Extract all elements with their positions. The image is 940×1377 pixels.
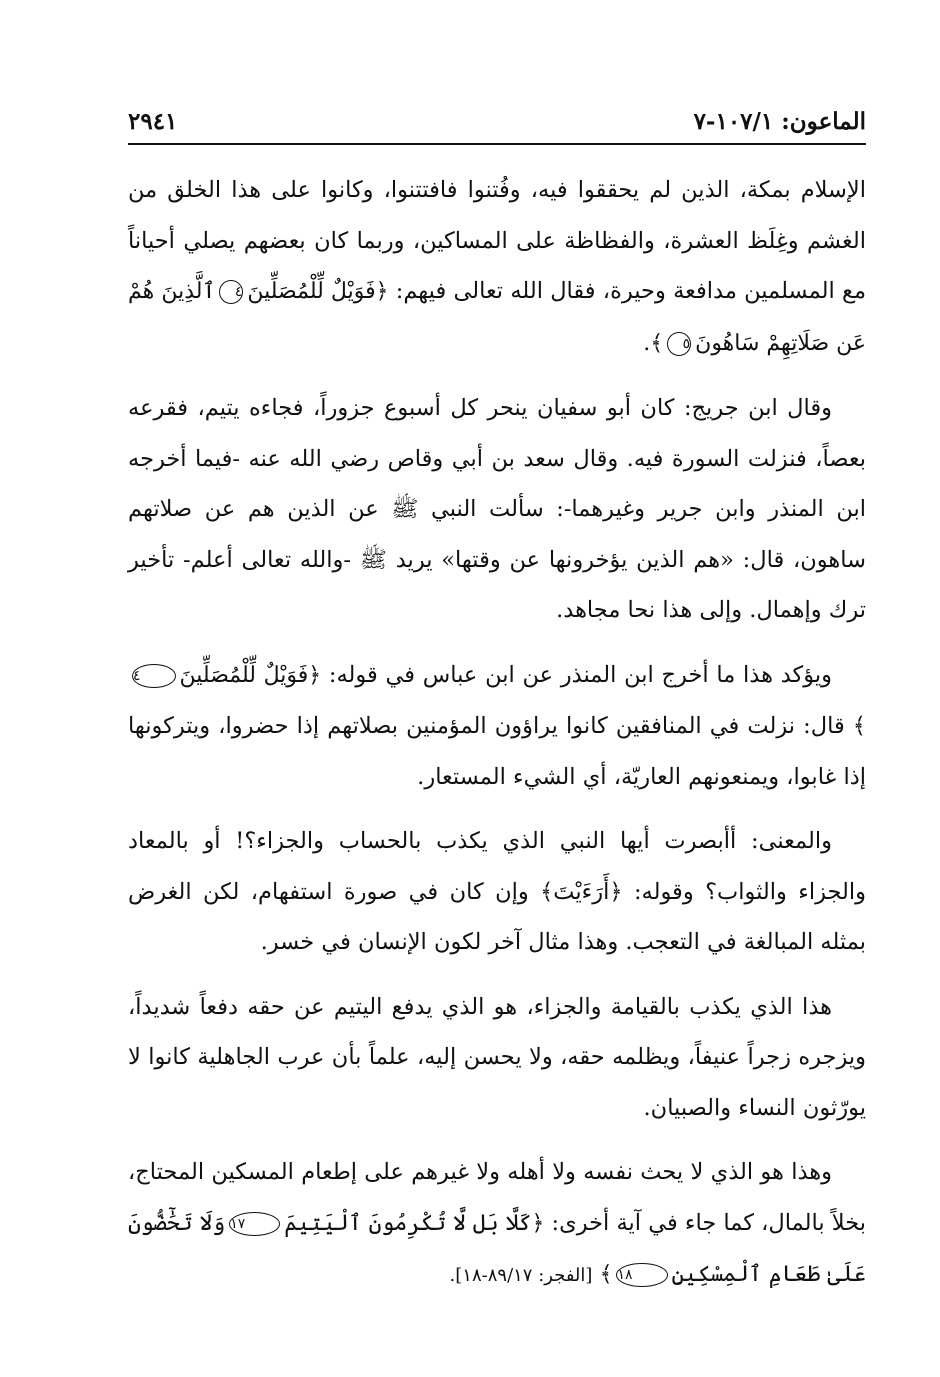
running-header xyxy=(128,108,866,145)
quran-bracket: ﴾ xyxy=(599,1262,613,1287)
paragraph-2: وقال ابن جريج: كان أبو سفيان ينحر كل أسبوع جزوراً، فجاءه يتيم، فقرعه بعصاً، فنزلت السورة فيه. وقال سعد بن أبي وقاص رضي الله عنه -فيما أخرجه ابن المنذر وابن جرير وغيرهما-: سألت النبي ﷺ عن الذين هم عن صلاتهم ساهون، قال: «هم الذين يؤخرونها عن وقتها» يريد ﷺ -والله تعالى أعلم- تأخير ترك وإهمال. وإلى هذا نحا مجاهد. xyxy=(128,395,866,623)
paragraph-text: ﴾ قال: نزلت في المنافقين كانوا يراؤون المؤمنين بصلاتهم إذا حضروا، ويتركونها إذا غابوا، ويمنعونهم العاريّة، أي الشيء المستعار. xyxy=(128,713,866,790)
quran-quote: ﴿كَلَّا بَل لَّا تُكْرِمُونَ ٱلْيَتِيمَ xyxy=(284,1210,545,1236)
paragraph-text: وهذا هو الذي لا يحث نفسه ولا أهله ولا غيرهم على إطعام المسكين المحتاج، بخلاً بالمال، كما جاء في آية أخرى: xyxy=(128,1159,866,1236)
paragraph-3 xyxy=(128,650,866,803)
paragraph-1 xyxy=(128,165,866,369)
citation-reference: [الفجر: ٨٩/١٧-١٨]. xyxy=(449,1265,593,1286)
paragraph-text: ويؤكد هذا ما أخرج ابن المنذر عن ابن عباس في قوله: xyxy=(321,661,832,688)
ayah-number-marker: ٤ xyxy=(219,280,243,304)
ayah-number-marker: ٤ xyxy=(132,664,176,688)
quran-bracket: ﴾. xyxy=(643,330,664,356)
page-body xyxy=(128,165,866,1302)
paragraph-text: الإسلام بمكة، الذين لم يحققوا فيه، وفُتنوا فافتتنوا، وكانوا على هذا الخلق من الغشم وغِلَظ العشرة، والفظاظة على المساكين، وربما كان بعضهم يصلي أحياناً مع المسلمين مدافعة وحيرة، فقال الله تعالى فيهم: xyxy=(128,177,866,304)
paragraph-4: والمعنى: أأبصرت أيها النبي الذي يكذب بالحساب والجزاء؟! أو بالمعاد والجزاء والثواب؟ وقوله: ﴿أَرَءَيْتَ﴾ وإن كان في صورة استفهام، لكن الغرض بمثله المبالغة في التعجب. وهذا مثال آخر لكون الإنسان في خسر. xyxy=(128,828,866,955)
ayah-number-marker: ١٧ xyxy=(229,1212,280,1236)
page-number: ٢٩٤١ xyxy=(128,108,178,135)
quran-quote: ﴿فَوَيْلٌ لِّلْمُصَلِّينَ xyxy=(247,279,389,304)
surah-reference: الماعون: ١٠٧/١-٧ xyxy=(693,108,866,135)
paragraph-5: هذا الذي يكذب بالقيامة والجزاء، هو الذي يدفع اليتيم عن حقه دفعاً شديداً، ويزجره زجراً عنيفاً، ويظلمه حقه، ولا يحسن إليه، علماً بأن عرب الجاهلية كانوا لا يورّثون النساء والصبيان. xyxy=(128,993,866,1121)
quran-quote: وَلَا تَحَٰٓضُّونَ عَلَىٰ طَعَامِ ٱلْمِسْكِينِ xyxy=(128,1210,866,1287)
ayah-number-marker: ١٨ xyxy=(616,1263,667,1287)
paragraph-6 xyxy=(128,1147,866,1302)
ayah-number-marker: ٥ xyxy=(667,332,691,356)
quran-quote: ٱلَّذِينَ هُمْ عَن صَلَاتِهِمْ سَاهُونَ xyxy=(128,279,866,356)
quran-quote: ﴿فَوَيْلٌ لِّلْمُصَلِّينَ xyxy=(179,662,322,688)
book-page xyxy=(128,108,866,1316)
